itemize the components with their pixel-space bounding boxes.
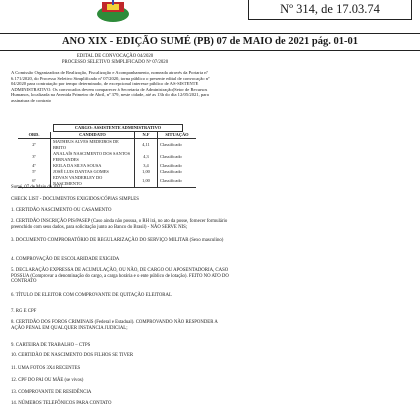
list-item: 3. DOCUMENTO COMPROBATÓRIO DE REGULARIZAÇÃO DO SERVIÇO MILITAR (Sexo masculino) [11,238,224,243]
cell-nf: 1,00 [135,175,158,188]
col-header-candidato: CANDIDATO [51,132,135,139]
list-item: 7. RG E CPF [11,309,37,314]
cell-ord: 5º [32,169,36,174]
law-reference: Nº 314, de 17.03.74 [280,2,380,16]
list-item: 10. CERTIDÃO DE NASCIMENTO DOS FILHOS SE TIVER [11,353,134,358]
cell-ord: 3º [32,154,36,159]
list-item: 5. DECLARAÇÃO EXPRESSA DE ACUMULAÇÃO, OU NÃO, DE CARGO OU APOSENTADORIA, CASO POSSUA (Comprovar a denominação do cargo, a carga horária e o ente público de lotação). FEITO NO ATO DO CONTRATO [11,268,229,285]
list-item: 12. CPF DO PAI OU MÃE (se vivos) [11,378,84,383]
cell-nf: 4,3 [135,151,158,163]
list-item: 9. CARTEIRA DE TRABALHO – CTPS [11,343,91,348]
cargo-title: CARGO: ASSISTENTE ADMINISTRATIVO [53,124,183,132]
cell-ord: 2º [32,142,36,147]
col-header-ord: ORD. [18,132,51,139]
cell-nf: 4,11 [135,139,158,152]
cell-situacao: Classificado [160,154,182,159]
col-header-situacao: SITUAÇÃO [158,132,197,139]
cell-candidato: EDVAN VANDERLEY DO NASCIMENTO [51,175,135,188]
cell-candidato: MATHEUS ALVES MEDEIROS DE BRITO [51,139,135,152]
list-item: 6. TÍTULO DE ELEITOR COM COMPROVANTE DE QUITAÇÃO ELEITORAL [11,293,172,298]
cell-candidato: KEILA DA SILVA SOUSA [51,163,135,169]
cell-candidato: ANALAÍS NASCIMENTO DOS SANTOS FERNANDES [51,151,135,163]
cell-situacao: Classificado [158,175,197,188]
cell-nf: 3,4 [135,163,158,169]
cell-candidato: JOSÉ LUIS DANTAS GOMES [51,169,135,175]
list-item: 11. UMA FOTOS 3X4 RECENTES [11,366,81,371]
table-row [18,139,196,152]
cell-situacao: Classificado [160,142,182,147]
col-header-nf: N.F [135,132,158,139]
edital-title: EDITAL DE CONVOCAÇÃO 04/2020 [76,54,154,59]
table-row [18,151,196,163]
list-item: 13. COMPROVANTE DE RESIDÊNCIA [11,390,92,395]
cell-ord: 4º [32,163,36,168]
law-reference-box [248,0,412,20]
edital-body: A Comissão Organizadora de Realização, Fiscalização e Acompanhamento, nomeada através da Portaria nº 6.171/2020, do Processo Seletivo Simplificado nº 07/2020, torna público o presente edital de convocação nº 04/2020 para contratação por tempo determinado, de excepcional interesse público de AS-SISTENTE ADMINISTRATIVO. Os convocados devem comparecer à Secretaria de Administração(Setor de Recursos Humanos, localizada na Avenida Primeiro de Abril, nº 379, neste cidade, até as 13h do dia 12/05/2021, para assinatura de contrato [11,70,210,103]
checklist-title: CHECK LIST - DOCUMENTOS EXIGIDOS/CÓPIAS SIMPLES [11,197,139,202]
masthead: ANO XIX - EDIÇÃO SUMÉ (PB) 07 de MAIO de 2021 pág. 01-01 [0,33,420,51]
cell-situacao: Classificado [160,163,182,168]
edital-subtitle: PROCESSO SELETIVO SIMPLIFICADO Nº 07/2020 [61,60,169,65]
list-item: 2. CERTIDÃO INSCRIÇÃO PIS/PASEP (Caso ainda não possua, o RH irá, no ato da posse, fornecer formulário preenchido com seus dados, para solicitação junto ao Banco do Brasil) - NÃO SERVE NIS; [11,219,228,230]
date-line: Sumé, 07 de Maio de 2021 [11,185,63,190]
cell-situacao: Classificado [160,169,182,174]
list-item: 1. CERTIDÃO NASCIMENTO OU CASAMENTO [11,208,112,213]
cell-nf: 1,00 [135,169,158,175]
cell-ord: 6º [18,175,51,188]
list-item: 4. COMPROVAÇÃO DE ESCOLARIDADE EXIGIDA [11,257,120,262]
municipal-crest-icon [96,0,130,22]
cargo-table [18,124,196,188]
list-item: 8. CERTIDÃO DOS FOROS CRIMINAIS (Federal e Estadual). COMPROVANDO NÃO RESPONDER A AÇÃO PENAL EM QUALQUER INSTANCIA JUDICIAL; [11,320,218,331]
list-item: 14. NÚMEROS TELEFÔNICOS PARA CONTATO [11,401,112,406]
